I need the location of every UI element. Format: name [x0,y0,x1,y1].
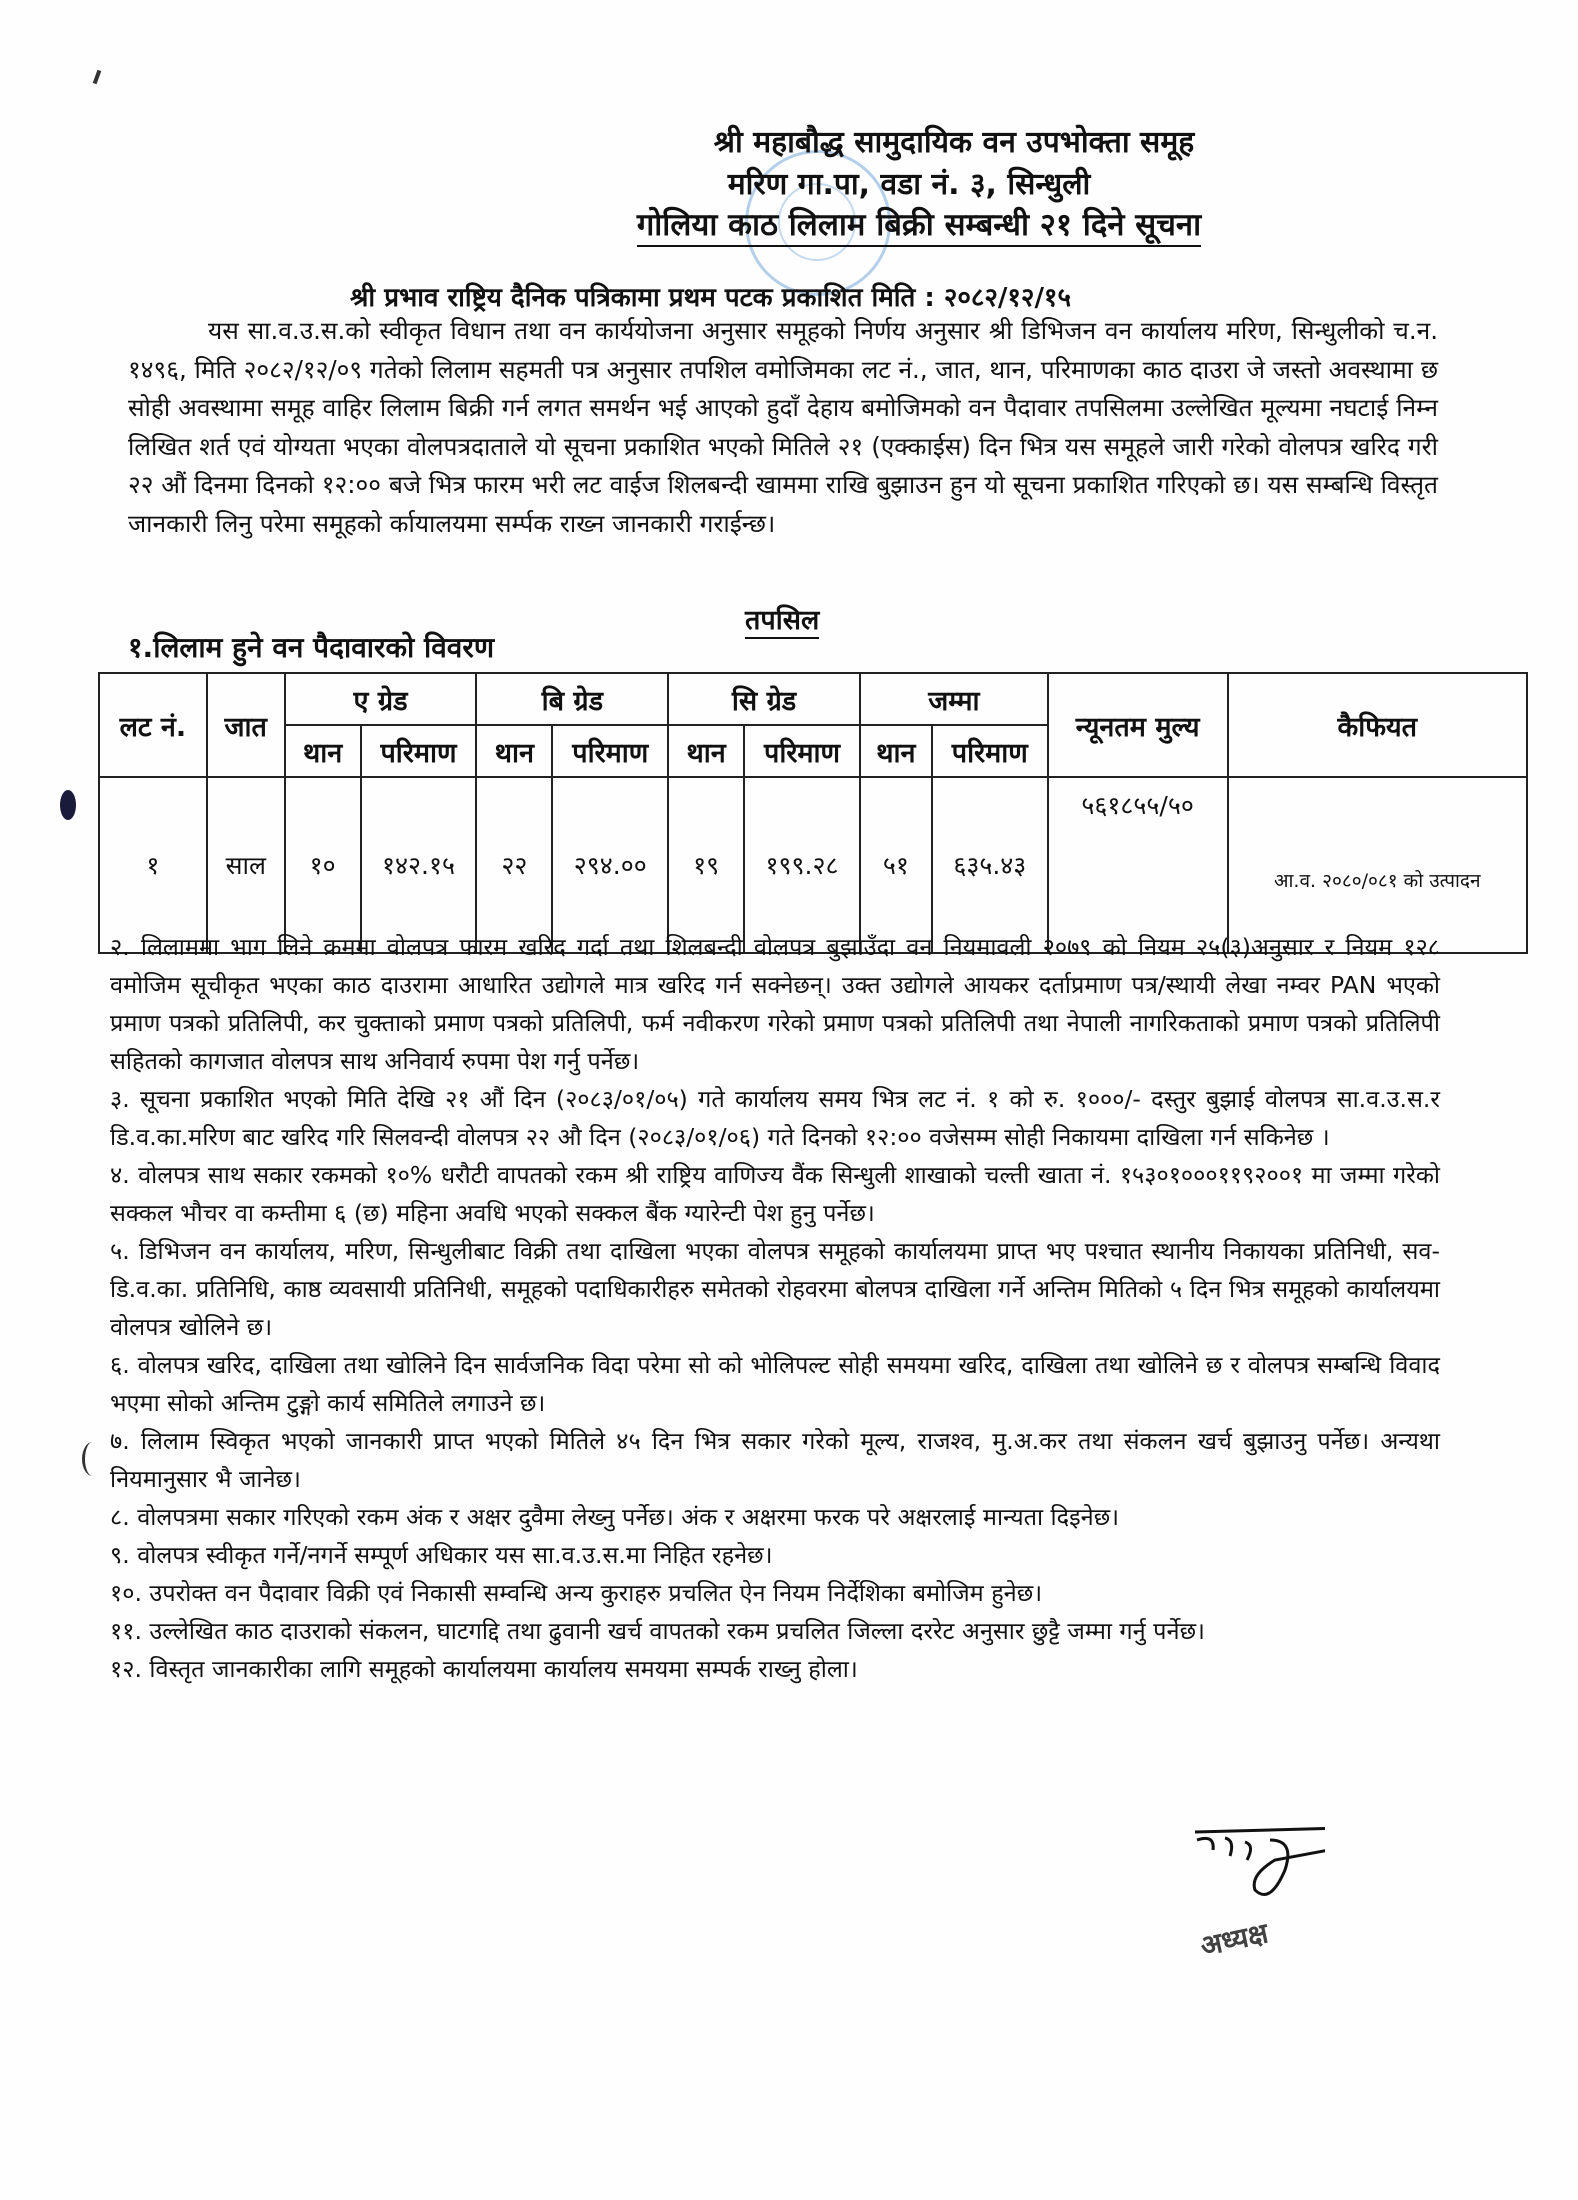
clause-text: वोलपत्र स्वीकृत गर्ने/नगर्ने सम्पूर्ण अधिकार यस सा.व.उ.स.मा निहित रहनेछ। [137,1541,773,1569]
lot-table [98,672,1528,954]
cell-b-parimaan: २९४.०० [552,777,668,953]
clause-number: ३. [110,1085,130,1113]
clause-text: लिलाम स्विकृत भएको जानकारी प्राप्त भएको मितिले ४५ दिन भित्र सकार गरेको मूल्य, राजश्व, मु.अ.कर तथा संकलन खर्च बुझाउनु पर्नेछ। अन्यथा नियमानुसार भै जानेछ। [110,1427,1440,1493]
cell-total-parimaan: ६३५.४३ [932,777,1048,953]
clause-item [110,1346,1440,1422]
intro-text: यस सा.व.उ.स.को स्वीकृत विधान तथा वन कार्ययोजना अनुसार समूहको निर्णय अनुसार श्री डिभिजन वन कार्यालय मरिण, सिन्धुलीको च.न. १४९६, मिति २०८२/१२/०९ गतेको लिलाम सहमती पत्र अनुसार तपशिल वमोजिमका लट नं., जात, थान, परिमाणका काठ दाउरा जे जस्तो अवस्थामा छ सोही अवस्थामा समूह वाहिर लिलाम बिक्री गर्न लगत समर्थन भई आएको हुदाँ देहाय बमोजिमको वन पैदावार तपसिलमा उल्लेखित मूल्यमा नघटाई निम्न लिखित शर्त एवं योग्यता भएका वोलपत्रदाताले यो सूचना प्रकाशित भएको मितिले २१ (एक्काईस) दिन भित्र यस समूहले जारी गरेको वोलपत्र खरिद गरी २२ औं दिनमा दिनको १२:०० बजे भित्र फारम भरी लट वाईज शिलबन्दी खाममा राखि बुझाउन हुन यो सूचना प्रकाशित गरिएको छ। यस सम्बन्धि विस्तृत जानकारी लिनु परेमा समूहको र्कायालयमा सर्म्पक राख्न जानकारी गराईन्छ। [128,316,1438,538]
header-a-than: थान [285,725,361,777]
org-address: मरिण गा.पा, वडा नं. ३, सिन्धुली [727,167,1091,202]
conditions-list [110,928,1440,1688]
cell-total-than: ५१ [860,777,932,953]
header-b-than: थान [476,725,552,777]
cell-lot-no: १ [99,777,207,953]
clause-text: उल्लेखित काठ दाउराको संकलन, घाटगद्दि तथा ढुवानी खर्च वापतको रकम प्रचलित जिल्ला दररेट अनुसार छुट्टै जम्मा गर्नु पर्नेछ। [149,1617,1205,1645]
clause-text: वोलपत्रमा सकार गरिएको रकम अंक र अक्षर दुवैमा लेख्नु पर्नेछ। अंक र अक्षरमा फरक परे अक्षरलाई मान्यता दिइनेछ। [137,1503,1120,1531]
clause-item [110,1536,1440,1574]
chairperson-stamp: अध्यक्ष [1197,1916,1272,1963]
cell-b-than: २२ [476,777,552,953]
clause-number: १२. [110,1655,142,1683]
clause-item [110,928,1440,1080]
header-c-than: थान [668,725,744,777]
org-name: श्री महाबौद्ध सामुदायिक वन उपभोक्ता समूह [713,125,1195,160]
table-header-row-1 [99,673,1527,725]
clause-number: ७. [110,1427,130,1455]
header-lot-no: लट नं. [99,673,207,777]
header-a-parimaan: परिमाण [361,725,477,777]
intro-paragraph [128,312,1438,543]
cell-a-than: १० [285,777,361,953]
section1-title: १.लिलाम हुने वन पैदावारको विवरण [128,631,495,664]
header-total: जम्मा [860,673,1048,725]
clause-item [110,1232,1440,1346]
clause-text: डिभिजन वन कार्यालय, मरिण, सिन्धुलीबाट विक्री तथा दाखिला भएका वोलपत्र समूहको कार्यालयमा प्राप्त भए पश्चात स्थानीय निकायका प्रतिनिधी, सव-डि.व.का. प्रतिनिधि, काष्ठ व्यवसायी प्रतिनिधी, समूहको पदाधिकारीहरु समेतको रोहवरमा बोलपत्र दाखिला गर्ने अन्तिम मितिको ५ दिन भित्र समूहको कार्यालयमा वोलपत्र खोलिने छ। [110,1237,1440,1341]
clause-item [110,1574,1440,1612]
header-grade-a: ए ग्रेड [285,673,477,725]
cell-c-than: १९ [668,777,744,953]
clause-number: ६. [110,1351,130,1379]
cell-a-parimaan: १४२.१५ [361,777,477,953]
header-b-parimaan: परिमाण [552,725,668,777]
header-c-parimaan: परिमाण [744,725,860,777]
clause-number: ४. [110,1161,130,1189]
header-total-than: थान [860,725,932,777]
clause-number: ८. [110,1503,130,1531]
clause-text: लिलाममा भाग लिने क्रममा वोलपत्र फारम खरिद गर्दा तथा शिलबन्दी वोलपत्र बुझाउँदा वन नियमावली २०७९ को नियम २५(३)अनुसार र नियम १२८ वमोजिम सूचीकृत भएका काठ दाउरामा आधारित उद्योगले मात्र खरिद गर्न सक्नेछन्। उक्त उद्योगले आयकर दर्ताप्रमाण पत्र/स्थायी लेखा नम्वर PAN भएको प्रमाण पत्रको प्रतिलिपी, कर चुक्ताको प्रमाण पत्रको प्रतिलिपी, फर्म नवीकरण गरेको प्रमाण पत्रको प्रतिलिपी तथा नेपाली नागरिकताको प्रमाण पत्रको प्रतिलिपी सहितको कागजात वोलपत्र साथ अनिवार्य रुपमा पेश गर्नु पर्नेछ। [110,933,1440,1075]
clause-item [110,1498,1440,1536]
header-remarks: कैफियत [1228,673,1527,777]
clause-item [110,1156,1440,1232]
scan-mark [93,70,102,85]
ink-blot [60,790,76,820]
tapasil-heading: तपसिल [745,600,819,639]
margin-bracket-mark [82,1442,103,1476]
notice-title-text: गोलिया काठ लिलाम बिक्री सम्बन्धी २१ दिने सूचना [637,207,1201,247]
clause-item [110,1612,1440,1650]
clause-item [110,1650,1440,1688]
header-min-price: न्यूनतम मुल्य [1048,673,1228,777]
header-species: जात [207,673,285,777]
handwritten-signature [1175,1820,1325,1920]
clause-number: २. [110,933,130,961]
clause-number: ११. [110,1617,142,1645]
table-row [99,777,1527,953]
clause-text: वोलपत्र साथ सकार रकमको १०% धरौटी वापतको रकम श्री राष्ट्रिय वाणिज्य वैंक सिन्धुली शाखाको चल्ती खाता नं. १५३०१०००११९२००१ मा जम्मा गरेको सक्कल भौचर वा कम्तीमा ६ (छ) महिना अवधि भएको सक्कल बैंक ग्यारेन्टी पेश हुनु पर्नेछ। [110,1161,1440,1227]
clause-number: १०. [110,1579,142,1607]
cell-species: साल [207,777,285,953]
clause-text: सूचना प्रकाशित भएको मिति देखि २१ औं दिन (२०८३/०१/०५) गते कार्यालय समय भित्र लट नं. १ को रु. १०००/- दस्तुर बुझाई वोलपत्र सा.व.उ.स.र डि.व.का.मरिण बाट खरिद गरि सिलवन्दी वोलपत्र २२ औ दिन (२०८३/०१/०६) गते दिनको १२:०० वजेसम्म सोही निकायमा दाखिला गर्न सकिनेछ । [110,1085,1440,1151]
clause-text: विस्तृत जानकारीका लागि समूहको कार्यालयमा कार्यालय समयमा सम्पर्क राख्नु होला। [149,1655,858,1683]
clause-number: ९. [110,1541,130,1569]
clause-text: उपरोक्त वन पैदावार विक्री एवं निकासी सम्वन्धि अन्य कुराहरु प्रचलित ऐन नियम निर्देशिका बमोजिम हुनेछ। [149,1579,1043,1607]
cell-min-price: ५६१८५५/५० [1048,777,1228,953]
clause-item [110,1422,1440,1498]
header-grade-b: बि ग्रेड [476,673,668,725]
header-total-parimaan: परिमाण [932,725,1048,777]
notice-title [0,203,1578,245]
clause-text: वोलपत्र खरिद, दाखिला तथा खोलिने दिन सार्वजनिक विदा परेमा सो को भोलिपल्ट सोही समयमा खरिद, दाखिला तथा खोलिने छ र वोलपत्र सम्बन्धि विवाद भएमा सोको अन्तिम टुङ्गो कार्य समितिले लगाउने छ। [110,1351,1440,1417]
clause-number: ५. [110,1237,130,1265]
cell-c-parimaan: १९९.२८ [744,777,860,953]
publication-line: श्री प्रभाव राष्ट्रिय दैनिक पत्रिकामा प्रथम पटक प्रकाशित मिति : २०८२/१२/१५ [350,283,1071,313]
clause-item [110,1080,1440,1156]
cell-remarks: आ.व. २०८०/०८१ को उत्पादन [1228,777,1527,953]
header-grade-c: सि ग्रेड [668,673,860,725]
